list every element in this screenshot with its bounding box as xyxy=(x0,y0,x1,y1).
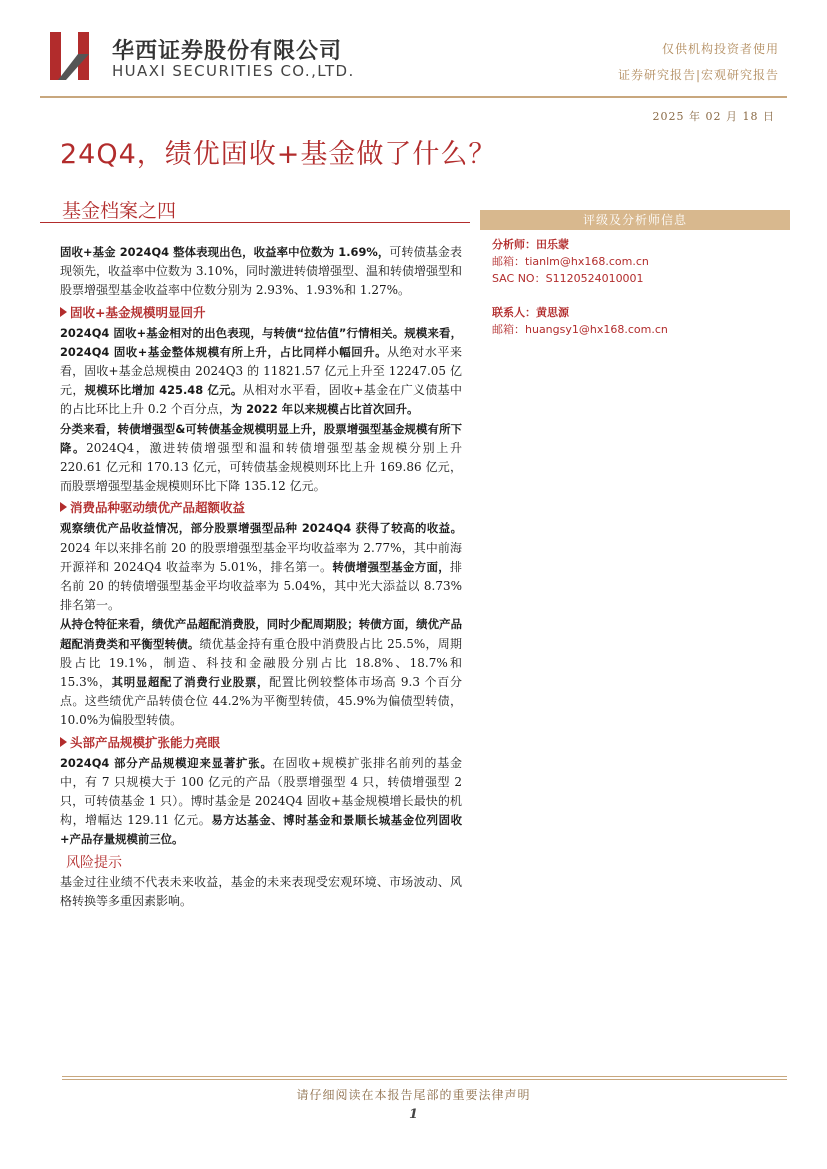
expansion-paragraph xyxy=(60,754,462,850)
analyst-email-link[interactable]: tianlm@hx168.com.cn xyxy=(525,255,649,268)
triangle-bullet-icon xyxy=(60,502,67,512)
section-heading-expansion: 头部产品规模扩张能力亮眼 xyxy=(60,732,462,753)
body-text: 排名前 20 的转债增强型基金平均收益率为 5.04%，其中光大添益以 8.73%排名第一。 xyxy=(60,559,462,613)
footer-divider xyxy=(62,1076,787,1077)
bold-text: 观察绩优产品收益情况，部分股票增强型品种 2024Q4 获得了较高的收益。 xyxy=(60,521,462,536)
report-date: 2025 年 02 月 18 日 xyxy=(652,110,775,123)
bold-text: 从持仓特征来看，绩优产品超配消费股，同时少配周期股；转债方面，绩优产品超配消费类和平衡型转债。 xyxy=(60,617,462,651)
triangle-bullet-icon xyxy=(60,737,67,747)
company-name-en: HUAXI SECURITIES CO.,LTD. xyxy=(112,62,355,80)
analyst-row: 分析师：田乐蒙 xyxy=(492,238,569,251)
bold-text: 其明显超配了消费行业股票， xyxy=(111,675,270,690)
risk-paragraph: 基金过往业绩不代表未来收益，基金的未来表现受宏观环境、市场波动、风格转换等多重因素影响。 xyxy=(60,874,462,908)
holdings-paragraph xyxy=(60,615,462,730)
report-type: 证券研究报告|宏观研究报告 xyxy=(617,68,779,82)
body-text: 可转债基金表现领先，收益率中位数为 3.10%，同时激进转债增强型、温和转债增强型和股票增强型基金收益率中位数分别为 2.93%、1.93%和 1.27%。 xyxy=(60,245,462,298)
section-heading-consumption: 消费品种驱动绩优产品超额收益 xyxy=(60,497,462,518)
legal-disclaimer: 请仔细阅读在本报告尾部的重要法律声明 xyxy=(296,1088,531,1102)
audience-note: 仅供机构投资者使用 xyxy=(661,42,779,56)
bold-text: 易方达基金、博时基金和景顺长城基金位列固收+产品存量规模前三位。 xyxy=(60,813,462,847)
summary-paragraph xyxy=(60,243,462,301)
report-subtitle: 基金档案之四 xyxy=(62,200,177,222)
bold-text: 转债增强型基金方面， xyxy=(332,559,450,574)
footer-divider xyxy=(62,1079,787,1080)
analyst-info xyxy=(492,236,782,338)
body-text: 绩优基金持有重仓股中消费股占比 25.5%，周期股占比 19.1%，制造、科技和金融股分别占比 18.8%、18.7%和 15.3%， xyxy=(60,636,462,690)
analyst-name: 田乐蒙 xyxy=(536,238,569,251)
body-text: 2024 年以来排名前 20 的股票增强型基金平均收益率为 2.77%，其中前海开源祥和 2024Q4 收益率为 5.01%，排名第一。 xyxy=(60,540,462,574)
section-heading-scale: 固收+基金规模明显回升 xyxy=(60,302,462,323)
analyst-email-row: 邮箱：tianlm@hx168.com.cn xyxy=(492,255,649,268)
returns-paragraph xyxy=(60,519,462,615)
contact-email-link[interactable]: huangsy1@hx168.com.cn xyxy=(525,323,668,336)
company-logo xyxy=(50,32,370,82)
bold-text: 固收+基金 2024Q4 整体表现出色，收益率中位数为 1.69%， xyxy=(60,245,390,259)
scale-paragraph xyxy=(60,324,462,420)
triangle-bullet-icon xyxy=(60,307,67,317)
contact-email-row: 邮箱：huangsy1@hx168.com.cn xyxy=(492,323,668,336)
huaxi-logo-icon xyxy=(50,32,96,80)
sac-row: SAC NO：S1120524010001 xyxy=(492,272,644,285)
subtitle-divider xyxy=(40,222,470,223)
company-name-cn: 华西证券股份有限公司 xyxy=(112,39,343,64)
bold-text: 分类来看，转债增强型&可转债基金规模明显上升，股票增强型基金规模有所下降。 xyxy=(60,421,462,455)
sac-number: S1120524010001 xyxy=(545,272,644,285)
analyst-info-header: 评级及分析师信息 xyxy=(480,210,790,230)
page-title: 24Q4，绩优固收+基金做了什么？ xyxy=(60,139,497,170)
body-text: 从绝对水平来看，固收+基金总规模由 2024Q3 的 11821.57 亿元上升至 12247.05 亿元， xyxy=(60,344,462,398)
risk-heading: 风险提示 xyxy=(66,854,122,871)
category-paragraph xyxy=(60,420,462,497)
contact-name: 黄思源 xyxy=(536,306,569,319)
page-number: 1 xyxy=(408,1107,419,1122)
body-text: 2024Q4，激进转债增强型和温和转债增强型基金规模分别上升 220.61 亿元和 170.13 亿元，可转债基金规模则环比上升 169.86 亿元，而股票增强型基金规模则环比下降 135.12 亿元。 xyxy=(60,440,462,494)
bold-text: 为 2022 年以来规模占比首次回升。 xyxy=(230,402,419,417)
header-divider xyxy=(40,96,787,98)
bold-text: 规模环比增加 425.48 亿元。 xyxy=(84,383,243,398)
body-text: 从相对水平看，固收+基金在广义债基中的占比环比上升 0.2 个百分点， xyxy=(60,383,462,417)
body-text: 配置比例较整体市场高 9.3 个百分点。这些绩优产品转债仓位 44.2%为平衡型转债，45.9%为偏债型转债，10.0%为偏股型转债。 xyxy=(60,675,462,728)
bold-text: 2024Q4 固收+基金相对的出色表现，与转债“拉估值”行情相关。规模来看，2024Q4 固收+基金整体规模有所上升，占比同样小幅回升。 xyxy=(60,325,462,359)
report-body xyxy=(60,243,462,911)
contact-row: 联系人：黄思源 xyxy=(492,306,569,319)
bold-text: 2024Q4 部分产品规模迎来显著扩张。 xyxy=(60,755,273,770)
body-text: 在固收+规模扩张排名前列的基金中，有 7 只规模大于 100 亿元的产品（股票增强型 4 只，转债增强型 2 只，可转债基金 1 只）。博时基金是 2024Q4 固收+基金规模增长最快的机构，增幅达 129.11 亿元。 xyxy=(60,755,463,828)
